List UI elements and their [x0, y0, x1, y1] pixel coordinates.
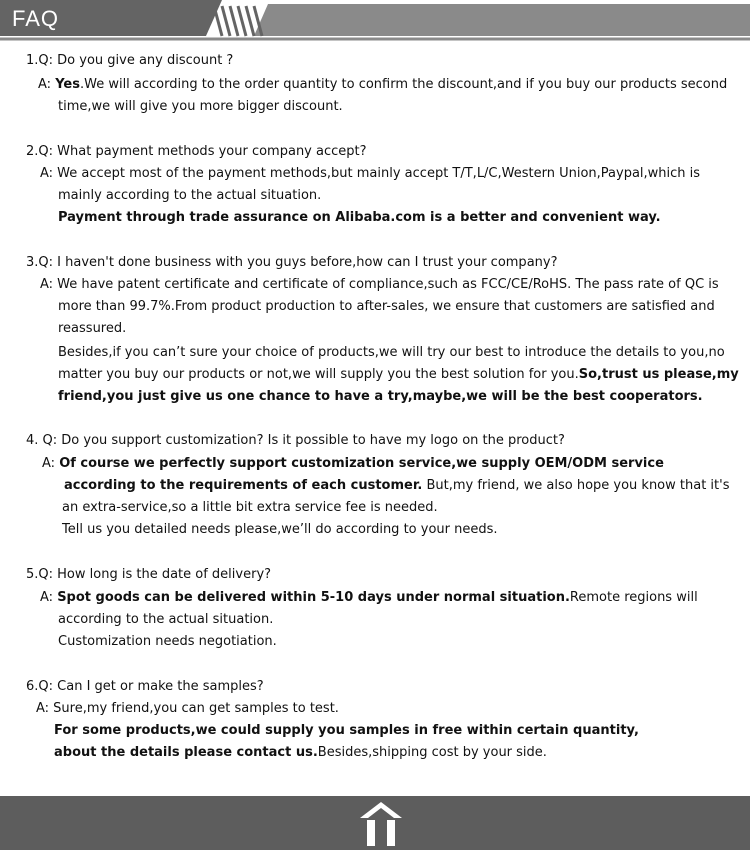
footer-bar — [0, 796, 750, 850]
faq-question-5: 5.Q: How long is the date of delivery? — [26, 567, 272, 582]
faq-answer-1-line-2: time,we will give you more bigger discount. — [58, 99, 343, 114]
faq-answer-6-line-2: For some products,we could supply you samples in free within certain quantity, — [54, 723, 639, 738]
faq-answer-4-line-4: Tell us you detailed needs please,we’ll do according to your needs. — [62, 522, 498, 537]
faq-answer-4-line-1: A: Of course we perfectly support customization service,we supply OEM/ODM service — [42, 456, 664, 471]
faq-answer-3-line-3: reassured. — [58, 321, 127, 336]
faq-answer-4-line-2: according to the requirements of each customer. But,my friend, we also hope you know that it's — [64, 478, 730, 493]
faq-answer-3-line-4: Besides,if you can’t sure your choice of products,we will try our best to introduce the details to you,no — [58, 345, 725, 360]
up-arrow-icon[interactable] — [356, 798, 406, 848]
faq-answer-3-line-5: matter you buy our products or not,we will supply you the best solution for you.So,trust us please,my — [58, 367, 739, 382]
faq-answer-5-line-1: A: Spot goods can be delivered within 5-10 days under normal situation.Remote regions will — [40, 590, 698, 605]
faq-answer-3-line-2: more than 99.7%.From product production to after-sales, we ensure that customers are satisfied and — [58, 299, 715, 314]
faq-answer-1-line-1: A: Yes.We will according to the order quantity to confirm the discount,and if you buy our products second — [38, 77, 728, 92]
faq-answer-3-line-1: A: We have patent certificate and certificate of compliance,such as FCC/CE/RoHS. The pass rate of QC is — [40, 277, 719, 292]
faq-answer-5-line-2: according to the actual situation. — [58, 612, 274, 627]
faq-question-6: 6.Q: Can I get or make the samples? — [26, 679, 264, 694]
faq-question-4: 4. Q: Do you support customization? Is it possible to have my logo on the product? — [26, 433, 565, 448]
faq-question-3: 3.Q: I haven't done business with you guys before,how can I trust your company? — [26, 255, 558, 270]
faq-answer-2-line-3: Payment through trade assurance on Alibaba.com is a better and convenient way. — [58, 210, 661, 225]
faq-question-1: 1.Q: Do you give any discount ? — [26, 53, 234, 68]
faq-answer-3-line-6: friend,you just give us one chance to have a try,maybe,we will be the best cooperators. — [58, 389, 703, 404]
faq-question-2: 2.Q: What payment methods your company accept? — [26, 144, 367, 159]
header-stripes-icon — [214, 6, 262, 36]
faq-answer-4-line-3: an extra-service,so a little bit extra service fee is needed. — [62, 500, 438, 515]
page-title: FAQ — [12, 6, 60, 31]
faq-answer-2-line-1: A: We accept most of the payment methods,but mainly accept T/T,L/C,Western Union,Paypal,which is — [40, 166, 701, 181]
header-banner-graphic — [0, 0, 750, 44]
faq-answer-6-line-1: A: Sure,my friend,you can get samples to test. — [36, 701, 339, 716]
faq-header-banner — [0, 0, 750, 44]
faq-answer-5-line-3: Customization needs negotiation. — [58, 634, 277, 649]
faq-answer-2-line-2: mainly according to the actual situation. — [58, 188, 322, 203]
faq-answer-6-line-3: about the details please contact us.Besides,shipping cost by your side. — [54, 745, 547, 760]
